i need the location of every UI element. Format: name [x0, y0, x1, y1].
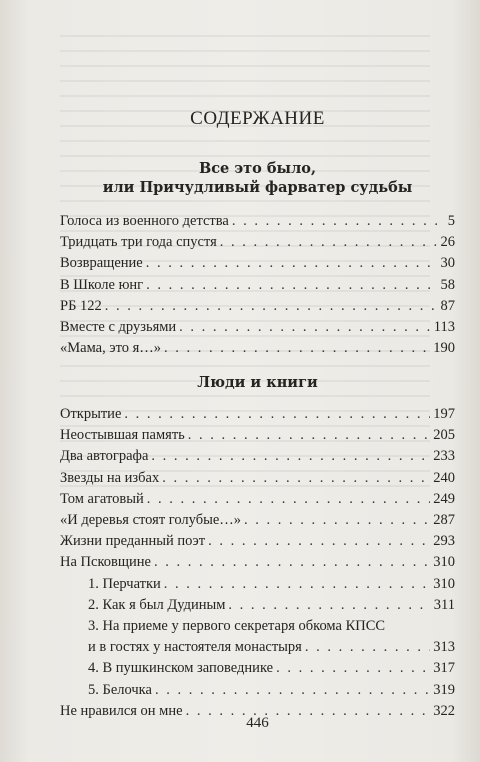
entry-page: 205 [433, 427, 455, 444]
toc-entry [60, 404, 455, 425]
leader-dots [155, 680, 430, 701]
leader-dots [232, 211, 445, 232]
toc-entry [60, 446, 455, 467]
entry-label: 1. Перчатки [88, 575, 161, 592]
entry-label: В Школе юнг [60, 276, 144, 293]
toc-entry [60, 211, 455, 232]
entry-page: 317 [433, 660, 455, 677]
section-heading-line: или Причудливый фарватер судьбы [102, 179, 413, 196]
leader-dots [208, 531, 430, 552]
section-heading-line: Все это было, [198, 160, 317, 177]
leader-dots [164, 574, 430, 595]
entry-page: 310 [433, 575, 455, 592]
leader-dots [179, 317, 431, 338]
entry-page: 190 [433, 340, 455, 357]
entry-label: Два автографа [60, 448, 149, 465]
toc-entry [60, 317, 455, 338]
leader-dots [146, 275, 437, 296]
leader-dots [162, 468, 430, 489]
leader-dots [305, 637, 430, 658]
entry-page: 26 [440, 234, 455, 251]
entry-label: Звезды на избах [60, 469, 160, 486]
toc-subentry [60, 658, 455, 679]
entry-page: 287 [433, 512, 455, 529]
entry-label: Не нравился он мне [60, 702, 183, 719]
entry-label: Жизни преданный поэт [60, 533, 206, 550]
page-number: 446 [246, 715, 269, 731]
toc-subentry [60, 574, 455, 595]
entry-label: «И деревья стоят голубые…» [60, 512, 242, 529]
entry-page: 249 [433, 490, 455, 507]
toc-entry [60, 338, 455, 359]
entry-page: 310 [433, 554, 455, 571]
entry-page: 240 [433, 469, 455, 486]
toc-entry [60, 232, 455, 253]
toc-entry [60, 510, 455, 531]
toc-entry [60, 489, 455, 510]
leader-dots [124, 404, 430, 425]
toc-subentry [60, 616, 455, 658]
entry-page: 30 [440, 255, 455, 272]
entry-page: 322 [433, 702, 455, 719]
entry-label: «Мама, это я…» [60, 340, 162, 357]
entry-page: 311 [433, 596, 455, 613]
toc-entry [60, 253, 455, 274]
entry-page: 197 [433, 406, 455, 422]
toc-entry [60, 275, 455, 296]
entry-label: 4. В пушкинском заповеднике [88, 660, 274, 677]
toc-subentry [60, 680, 455, 701]
leader-dots [105, 296, 438, 317]
entry-label: Вместе с друзьями [60, 319, 177, 336]
toc-entry [60, 296, 455, 317]
leader-dots [228, 595, 430, 616]
page-title: СОДЕРЖАНИЕ [190, 108, 325, 129]
entry-label: Тридцать три года спустя [60, 234, 217, 251]
section-heading: Люди и книги [197, 374, 318, 391]
entry-label: 2. Как я был Дудиным [88, 596, 226, 613]
entry-label: Том агатовый [60, 490, 144, 507]
entry-page: 293 [433, 533, 455, 550]
entry-page: 5 [447, 213, 455, 229]
toc-entry [60, 425, 455, 446]
entry-label: 5. Белочка [88, 681, 152, 698]
toc-list [60, 211, 455, 359]
entry-page: 58 [440, 276, 455, 293]
toc-entry [60, 552, 455, 573]
entry-label: На Псковщине [60, 554, 151, 571]
toc-entry [60, 531, 455, 552]
entry-page: 87 [440, 297, 455, 314]
leader-dots [276, 658, 430, 679]
entry-label-continued [60, 637, 455, 658]
leader-dots [154, 552, 430, 573]
toc-entry [60, 468, 455, 489]
entry-label: и в гостях у настоятеля монастыря [88, 639, 302, 656]
leader-dots [146, 253, 438, 274]
leader-dots [147, 489, 431, 510]
entry-page: 313 [433, 639, 455, 656]
leader-dots [151, 446, 430, 467]
entry-page: 319 [433, 681, 455, 698]
leader-dots [188, 425, 430, 446]
leader-dots [220, 232, 438, 253]
entry-label: Голоса из военного детства [60, 213, 229, 229]
section-heading [60, 159, 455, 197]
entry-page: 233 [433, 448, 455, 465]
leader-dots [244, 510, 430, 531]
entry-label: 3. На приеме у первого секретаря обкома КПСС [88, 618, 386, 635]
toc-list [60, 404, 455, 722]
entry-label: Открытие [60, 406, 122, 422]
entry-label: Неостывшая память [60, 427, 185, 444]
entry-page: 113 [433, 319, 455, 336]
toc-subentry [60, 595, 455, 616]
entry-label: РБ 122 [60, 297, 102, 314]
entry-label: Возвращение [60, 255, 143, 272]
leader-dots [164, 338, 430, 359]
